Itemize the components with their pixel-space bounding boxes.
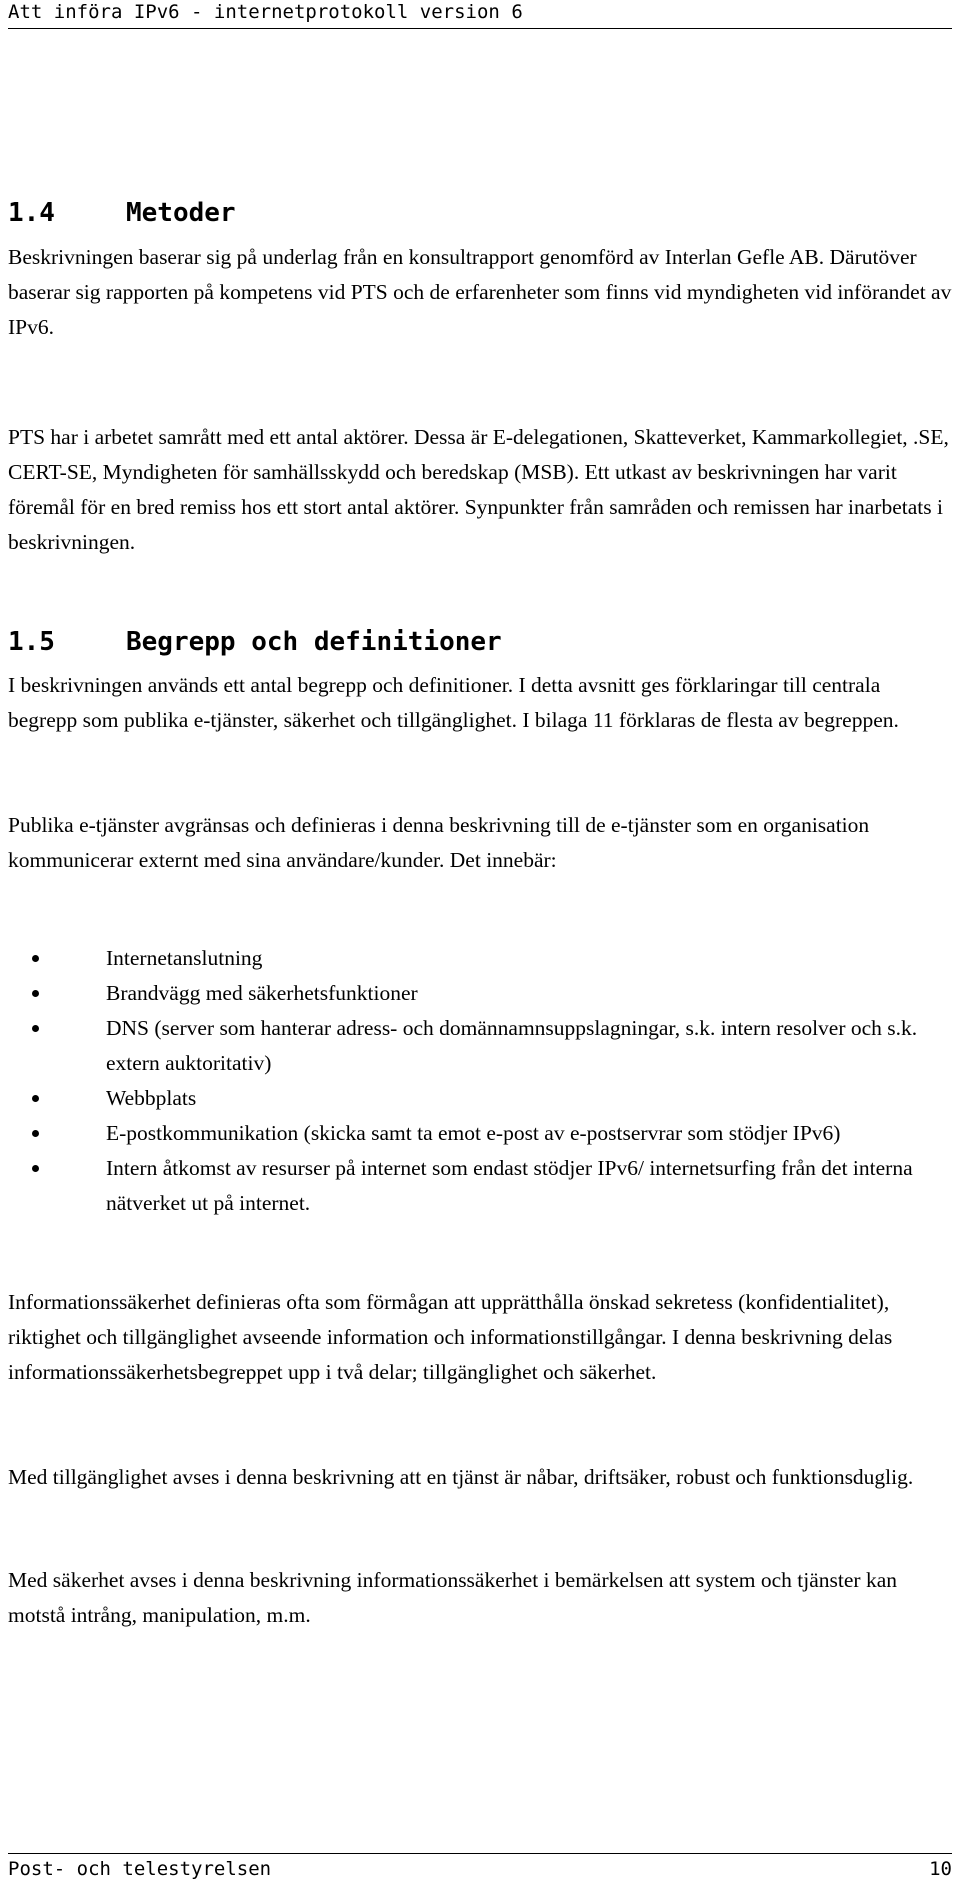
list-item-text: Internetanslutning — [106, 946, 263, 970]
list-item — [0, 1116, 952, 1151]
paragraph: Med säkerhet avses i denna beskrivning informationssäkerhet i bemärkelsen att system och tjänster kan motstå intrång, manipulation, m.m. — [8, 1568, 898, 1627]
list-item — [0, 1011, 952, 1081]
header-divider — [8, 28, 952, 29]
section-title: Begrepp och definitioner — [126, 627, 502, 657]
list-item-text: Webbplats — [106, 1086, 197, 1110]
list-item — [0, 941, 952, 976]
paragraph: PTS har i arbetet samrått med ett antal aktörer. Dessa är E-delegationen, Skatteverket, Kammarkollegiet, .SE, CERT-SE, Myndigheten för samhällsskydd och beredskap (MSB). Ett utkast av beskrivningen har varit föremål för en bred remiss hos ett stort antal aktörer. Synpunkter från samråden och remissen har inarbetats i beskrivningen. — [8, 425, 949, 554]
section-number: 1.5 — [8, 627, 55, 657]
list-item-text: E-postkommunikation (skicka samt ta emot e-post av e-postservrar som stödjer IPv6) — [106, 1121, 841, 1145]
list-item — [0, 1081, 952, 1116]
bullet-icon — [32, 1130, 39, 1137]
paragraph: Informationssäkerhet definieras ofta som förmågan att upprätthålla önskad sekretess (konfidentialitet), riktighet och tillgänglighet avseende information och informationstillgångar. I denna beskrivning delas informationssäkerhetsbegreppet upp i två delar; tillgänglighet och säkerhet. — [8, 1290, 893, 1384]
footer-divider — [8, 1853, 952, 1854]
footer-publisher: Post- och telestyrelsen — [8, 1858, 272, 1880]
bullet-icon — [32, 1095, 39, 1102]
section-title: Metoder — [126, 198, 236, 228]
section-heading-begrepp — [8, 626, 502, 658]
paragraph: Beskrivningen baserar sig på underlag från en konsultrapport genomförd av Interlan Gefle AB. Därutöver baserar sig rapporten på kompetens vid PTS och de erfarenheter som finns vid myndigheten vid införandet av IPv6. — [8, 245, 952, 339]
bullet-icon — [32, 1025, 39, 1032]
section-number: 1.4 — [8, 198, 55, 228]
list-item-text: Brandvägg med säkerhetsfunktioner — [106, 981, 418, 1005]
bullet-list — [0, 941, 952, 1221]
page-number: 10 — [929, 1858, 952, 1880]
list-item — [0, 976, 952, 1011]
paragraph: Publika e-tjänster avgränsas och definieras i denna beskrivning till de e-tjänster som en organisation kommunicerar externt med sina användare/kunder. Det innebär: — [8, 813, 870, 872]
bullet-icon — [32, 990, 39, 997]
list-item-text: Intern åtkomst av resurser på internet som endast stödjer IPv6/ internetsurfing från det interna nätverket ut på internet. — [106, 1156, 913, 1215]
list-item-text: DNS (server som hanterar adress- och domännamnsuppslagningar, s.k. intern resolver och s.k. extern auktoritativ) — [106, 1016, 918, 1075]
running-header: Att införa IPv6 - internetprotokoll version 6 — [8, 1, 523, 23]
paragraph: I beskrivningen används ett antal begrepp och definitioner. I detta avsnitt ges förklaringar till centrala begrepp som publika e-tjänster, säkerhet och tillgänglighet. I bilaga 11 förklaras de flesta av begreppen. — [8, 673, 899, 732]
bullet-icon — [32, 955, 39, 962]
paragraph: Med tillgänglighet avses i denna beskrivning att en tjänst är nåbar, driftsäker, robust och funktionsduglig. — [8, 1465, 914, 1489]
bullet-icon — [32, 1165, 39, 1172]
section-heading-metoder — [8, 197, 236, 229]
list-item — [0, 1151, 952, 1221]
